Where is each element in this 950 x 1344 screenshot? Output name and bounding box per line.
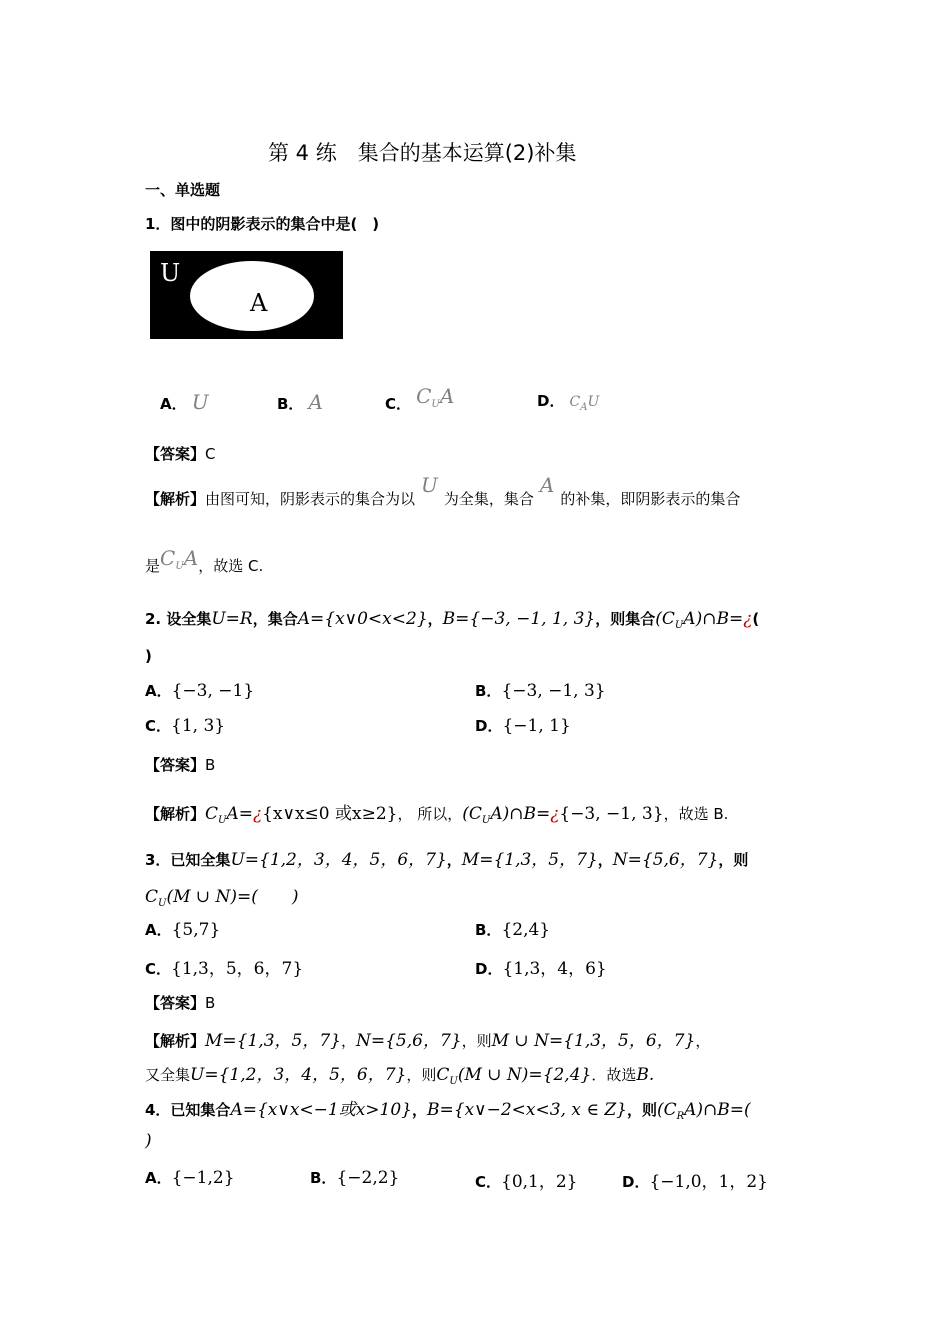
option-label: C． — [145, 960, 172, 978]
q3-option-c[interactable] — [145, 954, 303, 979]
analysis-math: ¿ — [253, 804, 263, 824]
q2-stem — [145, 608, 759, 631]
q4-stem — [145, 1095, 751, 1122]
q3-analysis-line2 — [145, 1060, 654, 1087]
analysis-text: 的补集，即阴影表示的集合 — [560, 490, 741, 508]
q2-stem-end: ) — [145, 647, 152, 665]
q1-analysis-line1 — [145, 474, 740, 522]
stem-sub: R — [676, 1111, 685, 1123]
analysis-tag: 【解析】 — [145, 1032, 206, 1050]
analysis-math: N={5,6，7} — [355, 1031, 462, 1051]
analysis-math: A= — [226, 804, 253, 824]
q1-option-d[interactable] — [537, 390, 599, 413]
analysis-math: M ∪ N={1,3，5，6，7} — [491, 1031, 696, 1051]
option-value: {−3, −1} — [171, 681, 255, 701]
q1-stem: 1．图中的阴影表示的集合中是( ) — [145, 215, 380, 233]
q3-option-b[interactable] — [475, 919, 550, 940]
stem-text: 2. 设全集 — [145, 610, 212, 628]
analysis-c-sub: U — [175, 561, 184, 572]
page-title: 第 4 练 集合的基本运算(2)补集 — [268, 141, 577, 165]
analysis-sub: U — [218, 815, 227, 827]
stem-sub: U — [674, 620, 684, 632]
q3-option-d[interactable] — [475, 954, 607, 979]
option-label: A． — [160, 395, 187, 413]
analysis-tag: 【解析】 — [145, 805, 206, 823]
q3-stem — [145, 845, 748, 870]
section-heading: 一、单选题 — [145, 181, 221, 199]
q1-option-a[interactable] — [160, 390, 209, 414]
answer-tag: 【答案】 — [145, 994, 206, 1012]
stem-text: 3．已知全集 — [145, 851, 231, 869]
option-c-sub: U — [431, 399, 440, 411]
option-label: B． — [475, 682, 502, 700]
analysis-text: ， 所以， — [397, 805, 463, 823]
q4-option-a[interactable] — [145, 1167, 235, 1188]
analysis-text: ，则 — [461, 1032, 492, 1050]
option-d-sub: A — [580, 402, 588, 414]
stem-text: ，则 — [626, 1101, 657, 1119]
option-label: D． — [475, 717, 503, 735]
stem-text: ， — [597, 851, 613, 869]
option-label: C． — [145, 717, 172, 735]
option-value: {1,3，4，6} — [502, 959, 607, 979]
option-d-symbol: C — [569, 394, 581, 410]
q1-option-c[interactable] — [385, 384, 455, 413]
stem-text: ， — [446, 851, 462, 869]
q3-stem-line2 — [145, 882, 299, 909]
q4-option-b[interactable] — [310, 1167, 399, 1188]
stem-text: ，则 — [718, 851, 749, 869]
stem-math: A)∩B=( — [684, 1100, 751, 1120]
q1-analysis-line2 — [145, 546, 264, 578]
analysis-c-set: A — [183, 546, 199, 570]
option-label: D． — [622, 1173, 650, 1191]
stem-text: ( — [752, 610, 760, 628]
analysis-text: ．故选 — [591, 1066, 637, 1084]
stem-math: C — [145, 887, 159, 907]
analysis-u-symbol: U — [421, 473, 438, 497]
option-value: A — [308, 390, 323, 414]
option-value: {−1,0，1，2} — [649, 1172, 768, 1192]
analysis-text: ， — [695, 1032, 711, 1050]
analysis-text: ，故选 B. — [663, 805, 729, 823]
option-label: D． — [537, 392, 565, 410]
answer-value: B — [205, 756, 216, 774]
option-label: D． — [475, 960, 503, 978]
q2-option-c[interactable] — [145, 715, 225, 736]
stem-text: 4．已知集合 — [145, 1101, 231, 1119]
q2-option-d[interactable] — [475, 715, 571, 736]
stem-math: ¿ — [743, 609, 753, 629]
analysis-tag: 【解析】 — [145, 490, 206, 508]
q1-answer — [145, 443, 216, 464]
option-c-set: A — [439, 384, 455, 408]
analysis-math: U={1,2，3，4，5，6，7} — [190, 1065, 407, 1085]
analysis-a-symbol: A — [539, 473, 555, 497]
stem-text: ， — [427, 610, 443, 628]
option-label: B． — [277, 395, 304, 413]
option-value: U — [191, 390, 209, 414]
analysis-text: 由图可知，阴影表示的集合为以 — [205, 490, 416, 508]
option-value: {2,4} — [501, 920, 551, 940]
option-value: {−1, 1} — [502, 716, 571, 736]
analysis-math: M={1,3，5，7} — [205, 1031, 341, 1051]
option-value: {0,1，2} — [501, 1172, 578, 1192]
analysis-math: C — [205, 804, 219, 824]
q4-option-d[interactable] — [622, 1167, 768, 1192]
stem-math: M={1,3，5，7} — [461, 850, 598, 870]
universal-set-label: U — [160, 259, 181, 287]
q4-option-c[interactable] — [475, 1167, 578, 1192]
stem-text: ， — [412, 1101, 428, 1119]
option-value: {−1,2} — [171, 1168, 235, 1188]
option-value: {1, 3} — [171, 716, 226, 736]
q1-option-b[interactable] — [277, 390, 323, 414]
option-d-set: U — [587, 394, 600, 410]
stem-math: (C — [655, 609, 675, 629]
option-value: {−3, −1, 3} — [501, 681, 606, 701]
option-value: {1,3，5，6，7} — [171, 959, 304, 979]
q3-option-a[interactable] — [145, 919, 220, 940]
analysis-text: 是 — [145, 557, 161, 575]
analysis-math: A)∩B= — [490, 804, 551, 824]
option-c-symbol: C — [416, 384, 432, 408]
analysis-math: (C — [462, 804, 482, 824]
stem-math: A)∩B= — [683, 609, 744, 629]
option-label: A． — [145, 682, 172, 700]
stem-math: (C — [656, 1100, 677, 1120]
analysis-sub: U — [481, 815, 491, 827]
option-label: A． — [145, 1169, 172, 1187]
set-a-label: A — [250, 289, 268, 317]
stem-math: B={−3, −1, 1, 3} — [442, 609, 596, 629]
analysis-text: ，则 — [406, 1066, 437, 1084]
venn-diagram — [150, 251, 343, 339]
stem-math: U=R — [211, 609, 253, 629]
option-value: {−2,2} — [336, 1168, 400, 1188]
analysis-math: {x∨x≤0 或x≥2} — [262, 804, 398, 824]
stem-math: U={1,2，3，4，5，6，7} — [230, 850, 447, 870]
analysis-c-symbol: C — [160, 546, 176, 570]
analysis-text: ，故选 C. — [198, 557, 264, 575]
q3-answer — [145, 992, 215, 1013]
answer-value: C — [205, 445, 216, 463]
q2-option-a[interactable] — [145, 680, 254, 701]
option-label: C． — [385, 395, 412, 413]
analysis-math: C — [436, 1065, 450, 1085]
stem-sub: U — [158, 898, 167, 910]
stem-math: N={5,6，7} — [612, 850, 719, 870]
q2-option-b[interactable] — [475, 680, 606, 701]
answer-tag: 【答案】 — [145, 445, 206, 463]
stem-math: A={x∨x<−1或x>10} — [230, 1100, 412, 1120]
q3-analysis-line1 — [145, 1026, 710, 1051]
answer-tag: 【答案】 — [145, 756, 206, 774]
option-label: B． — [310, 1169, 337, 1187]
analysis-math: B. — [636, 1065, 655, 1085]
analysis-text: 为全集，集合 — [443, 490, 534, 508]
stem-math: (M ∪ N)=( ) — [166, 887, 299, 907]
analysis-math: {−3, −1, 3} — [559, 804, 664, 824]
analysis-sub: U — [449, 1076, 458, 1088]
q2-analysis — [145, 799, 728, 826]
q4-stem-end: ) — [145, 1131, 152, 1151]
analysis-math: (M ∪ N)={2,4} — [457, 1065, 592, 1085]
analysis-text: 又全集 — [145, 1066, 191, 1084]
stem-math: A={x∨0<x<2} — [297, 609, 428, 629]
stem-text: ，则集合 — [595, 610, 656, 628]
option-label: B． — [475, 921, 502, 939]
option-value: {5,7} — [171, 920, 221, 940]
option-label: A． — [145, 921, 172, 939]
stem-math: B={x∨−2<x<3, x ∈ Z} — [427, 1100, 627, 1120]
option-label: C． — [475, 1173, 502, 1191]
analysis-math: ¿ — [550, 804, 560, 824]
q2-answer — [145, 754, 215, 775]
answer-value: B — [205, 994, 216, 1012]
stem-text: ，集合 — [252, 610, 298, 628]
analysis-text: ， — [340, 1032, 356, 1050]
